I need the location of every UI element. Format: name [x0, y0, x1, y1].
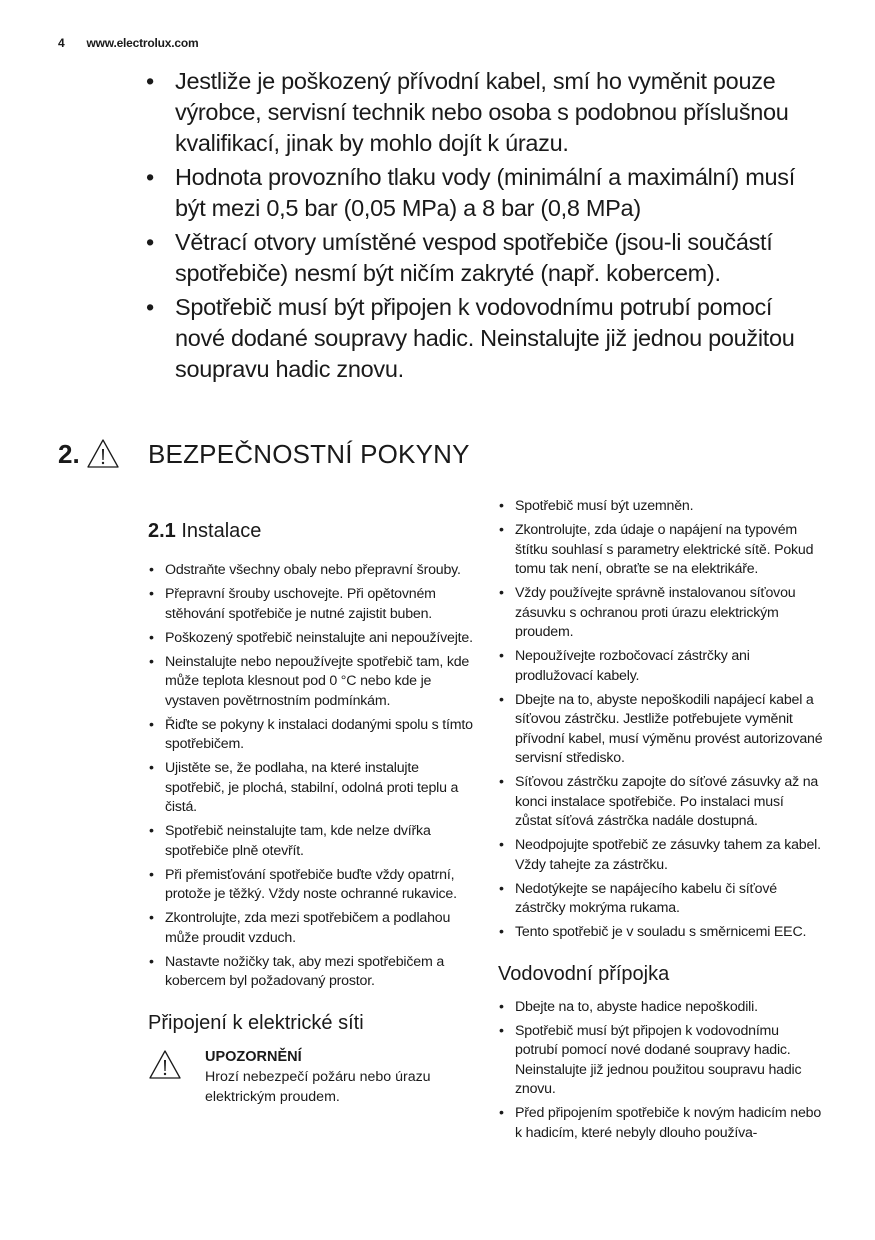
electrical-heading: Připojení k elektrické síti: [148, 1011, 364, 1034]
section-number: 2.: [58, 438, 80, 469]
list-item: • Zkontrolujte, zda mezi spotřebičem a podlahou může proudit vzduch.: [148, 909, 473, 948]
list-item: • Dbejte na to, abyste hadice nepoškodili.: [498, 998, 823, 1018]
electrical-list: [498, 497, 823, 943]
list-item: • Poškozený spotřebič neinstalujte ani nepoužívejte.: [148, 629, 473, 649]
subsection-heading: [148, 520, 473, 543]
list-item: • Neodpojujte spotřebič ze zásuvky tahem za kabel. Vždy tahejte za zástrčku.: [498, 836, 823, 875]
list-item: • Nedotýkejte se napájecího kabelu či síťové zástrčky mokrýma rukama.: [498, 880, 823, 919]
list-item: • Řiďte se pokyny k instalaci dodanými spolu s tímto spotřebičem.: [148, 716, 473, 755]
warning-icon: [86, 438, 120, 470]
list-item: • Přepravní šrouby uschovejte. Při opětovném stěhování spotřebiče je nutné zajistit buben.: [148, 585, 473, 624]
list-item: • Dbejte na to, abyste nepoškodili napájecí kabel a síťovou zástrčku. Jestliže potřebujete vyměnit přívodní kabel, musí výměnu provést autorizované servisní středisko.: [498, 691, 823, 769]
installation-list: [148, 561, 473, 992]
list-item: • Vždy používejte správně instalovanou síťovou zásuvku s ochranou proti úrazu elektrickým proudem.: [498, 584, 823, 643]
left-column: [148, 520, 473, 1107]
list-item: • Spotřebič neinstalujte tam, kde nelze dvířka spotřebiče plně otevřít.: [148, 822, 473, 861]
list-item: • Odstraňte všechny obaly nebo přepravní šrouby.: [148, 561, 473, 581]
section-heading: [58, 434, 470, 474]
warning-title: UPOZORNĚNÍ: [205, 1048, 302, 1065]
list-item: • Jestliže je poškozený přívodní kabel, smí ho vyměnit pouze výrobce, servisní technik nebo osoba s podobnou příslušnou kvalifikací, jinak by mohlo dojít k úrazu.: [146, 66, 826, 159]
water-list: [498, 998, 823, 1144]
right-column: [498, 497, 823, 1148]
list-item: • Spotřebič musí být připojen k vodovodnímu potrubí pomocí nové dodané soupravy hadic. Neinstalujte již jednou použitou soupravu hadic znovu.: [498, 1022, 823, 1100]
warning-text-block: [205, 1047, 473, 1107]
list-item: • Větrací otvory umístěné vespod spotřebiče (jsou-li součástí spotřebiče) nesmí být ničím zakryté (např. kobercem).: [146, 227, 826, 289]
page-number: 4: [58, 36, 65, 50]
site-url: www.electrolux.com: [86, 36, 199, 50]
top-bullet-list: [146, 66, 826, 388]
section-title: BEZPEČNOSTNÍ POKYNY: [148, 438, 470, 469]
subsection-title: Instalace: [181, 520, 262, 542]
water-heading: Vodovodní přípojka: [498, 962, 670, 985]
list-item: • Před připojením spotřebiče k novým hadicím nebo k hadicím, které nebyly dlouho používa-: [498, 1104, 823, 1143]
list-item: • Neinstalujte nebo nepoužívejte spotřebič tam, kde může teplota klesnout pod 0 °C nebo kde je vystaven povětrnostním podmínkám.: [148, 653, 473, 712]
list-item: • Síťovou zástrčku zapojte do síťové zásuvky až na konci instalace spotřebiče. Po instalaci musí zůstat síťová zástrčka nadále dostupná.: [498, 773, 823, 832]
page-header: [58, 36, 198, 50]
list-item: • Tento spotřebič je v souladu s směrnicemi EEC.: [498, 923, 823, 943]
warning-box: [148, 1047, 473, 1107]
list-item: • Ujistěte se, že podlaha, na které instalujte spotřebič, je plochá, stabilní, odolná proti teplu a čistá.: [148, 759, 473, 818]
list-item: • Nepoužívejte rozbočovací zástrčky ani prodlužovací kabely.: [498, 647, 823, 686]
list-item: • Spotřebič musí být připojen k vodovodnímu potrubí pomocí nové dodané soupravy hadic. Neinstalujte již jednou použitou soupravu hadic znovu.: [146, 292, 826, 385]
list-item: • Nastavte nožičky tak, aby mezi spotřebičem a kobercem byl požadovaný prostor.: [148, 953, 473, 992]
list-item: • Hodnota provozního tlaku vody (minimální a maximální) musí být mezi 0,5 bar (0,05 MPa) a 8 bar (0,8 MPa): [146, 162, 826, 224]
list-item: • Při přemisťování spotřebiče buďte vždy opatrní, protože je těžký. Vždy noste ochranné rukavice.: [148, 866, 473, 905]
warning-icon: [148, 1049, 182, 1081]
list-item: • Zkontrolujte, zda údaje o napájení na typovém štítku souhlasí s parametry elektrické sítě. Pokud tomu tak není, obraťte se na elektrikáře.: [498, 521, 823, 580]
warning-text: Hrozí nebezpečí požáru nebo úrazu elektrickým proudem.: [205, 1068, 431, 1105]
subsection-number: 2.1: [148, 520, 176, 542]
list-item: • Spotřebič musí být uzemněn.: [498, 497, 823, 517]
